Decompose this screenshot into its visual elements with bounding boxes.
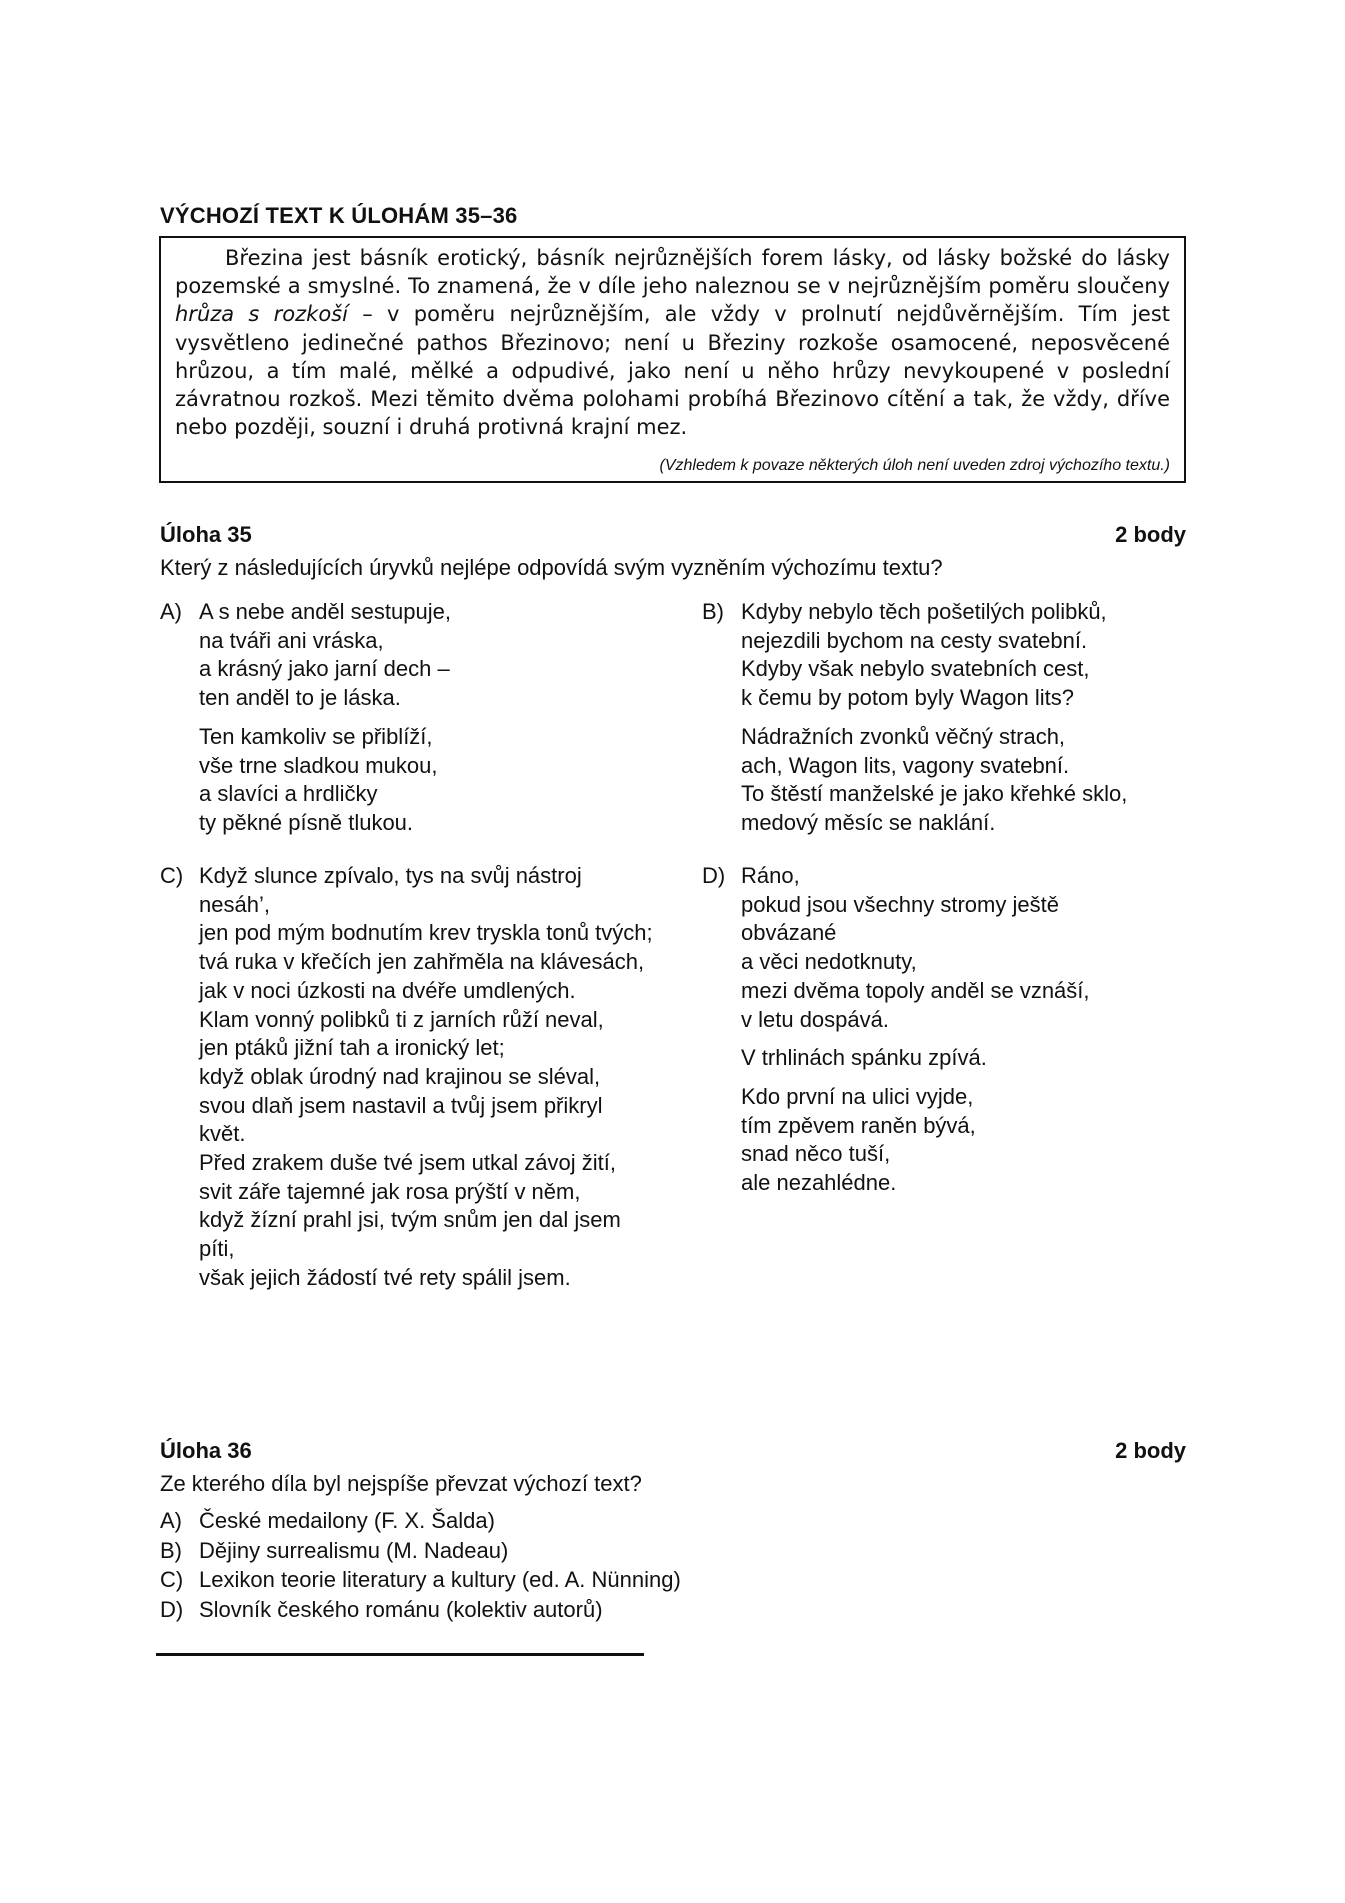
poem-line: jen pod mým bodnutím krev tryskla tonů tvých; xyxy=(199,920,653,946)
answer-letter: B) xyxy=(160,1537,182,1563)
source-text-before: Březina jest básník erotický, básník nejrůznějších forem lásky, od lásky božské do lásky pozemské a smyslné. To znamená, že v díle jeho naleznou se v nejrůznějším poměru sloučeny xyxy=(175,246,1170,299)
poem-line: a věci nedotknuty, xyxy=(741,949,917,975)
end-rule xyxy=(156,1653,644,1656)
task35-title: Úloha 35 xyxy=(160,522,252,547)
poem-line: ach, Wagon lits, vagony svatební. xyxy=(741,752,1070,778)
answer-text: Lexikon teorie literatury a kultury (ed. A. Nünning) xyxy=(199,1567,681,1592)
poem-line: Kdo první na ulici vyjde, xyxy=(741,1083,974,1109)
option-a-poem xyxy=(199,598,680,838)
poem-line: To štěstí manželské je jako křehké sklo, xyxy=(741,781,1128,807)
poem-line: a krásný jako jarní dech – xyxy=(199,656,450,682)
poem-line: mezi dvěma topoly anděl se vznáší, xyxy=(741,977,1090,1003)
source-text-after: – v poměru nejrůznějším, ale vždy v prolnutí nejdůvěrnějším. Tím jest vysvětleno jedinečné pathos Březinovo; není u Březiny rozkoše osamocené, neposvěcené hrůzou, a tím malé, mělké a odpudivé, jako není u něho hrůzy nevykoupené v poslední závratnou rozkoš. Mezi těmito dvěma polohami probíhá Březinovo cítění a tak, že vždy, dříve nebo později, souzní i druhá protivná krajní mez. xyxy=(175,302,1170,440)
source-heading: VÝCHOZÍ TEXT K ÚLOHÁM 35–36 xyxy=(160,203,518,228)
poem-line: A s nebe anděl sestupuje, xyxy=(199,599,451,624)
poem-line: Ten kamkoliv se přiblíží, xyxy=(199,723,433,749)
poem-line: Před zrakem duše tvé jsem utkal závoj žití, xyxy=(199,1150,616,1176)
task36-title: Úloha 36 xyxy=(160,1438,252,1463)
poem-line: jak v noci úzkosti na dvéře umdlených. xyxy=(199,977,576,1003)
poem-line: V trhlinách spánku zpívá. xyxy=(741,1045,987,1071)
poem-line: pokud jsou všechny stromy ještě obvázané xyxy=(741,891,1059,946)
poem-line: k čemu by potom byly Wagon lits? xyxy=(741,685,1074,711)
source-note: (Vzhledem k povaze některých úloh není uveden zdroj výchozího textu.) xyxy=(659,457,1170,474)
poem-line: ten anděl to je láska. xyxy=(199,685,401,711)
source-text-box xyxy=(159,236,1186,483)
option-a-stanza xyxy=(199,598,680,713)
poem-line: tím zpěvem raněn bývá, xyxy=(741,1112,976,1138)
answer-letter: A) xyxy=(160,1508,182,1533)
poem-line: ty pěkné písně tlukou. xyxy=(199,809,414,835)
task35-points: 2 body xyxy=(1115,522,1186,547)
poem-line: a slavíci a hrdličky xyxy=(199,781,378,807)
answer-text: České medailony (F. X. Šalda) xyxy=(199,1508,495,1533)
option-b-poem xyxy=(741,598,1202,838)
answer-letter: D) xyxy=(160,1596,184,1622)
poem-line: Ráno, xyxy=(741,863,800,888)
poem-line: Nádražních zvonků věčný strach, xyxy=(741,723,1066,749)
poem-line: nejezdili bychom na cesty svatební. xyxy=(741,627,1088,653)
option-b-letter: B) xyxy=(702,599,724,624)
task35-option-d xyxy=(702,862,1172,1208)
poem-line: když žízní prahl jsi, tvým snům jen dal jsem píti, xyxy=(199,1207,621,1262)
poem-line: Klam vonný polibků ti z jarních růží neval, xyxy=(199,1006,604,1032)
task36-question: Ze kterého díla byl nejspíše převzat výchozí text? xyxy=(160,1471,642,1496)
option-d-stanza xyxy=(741,1083,1151,1198)
option-a-letter: A) xyxy=(160,599,182,624)
poem-line: když oblak úrodný nad krajinou se sléval, xyxy=(199,1063,601,1089)
poem-line: Kdyby nebylo těch pošetilých polibků, xyxy=(741,599,1107,624)
poem-line: svit záře tajemné jak rosa prýští v něm, xyxy=(199,1178,581,1204)
poem-line: medový měsíc se naklání. xyxy=(741,809,996,835)
poem-line: Když slunce zpívalo, tys na svůj nástroj nesáh’, xyxy=(199,863,582,917)
option-d-stanza xyxy=(741,1044,1151,1073)
task35-option-b xyxy=(702,598,1202,848)
answer-letter: C) xyxy=(160,1567,184,1592)
poem-line: jen ptáků jižní tah a ironický let; xyxy=(199,1035,505,1061)
task35-option-c xyxy=(160,862,680,1293)
option-d-stanza xyxy=(741,862,1151,1034)
poem-line: v letu dospává. xyxy=(741,1006,889,1032)
option-b-stanza xyxy=(741,598,1202,713)
answer-text: Dějiny surrealismu (M. Nadeau) xyxy=(199,1537,509,1563)
option-d-letter: D) xyxy=(702,863,726,888)
poem-line: ale nezahlédne. xyxy=(741,1170,897,1196)
answer-text: Slovník českého románu (kolektiv autorů) xyxy=(199,1596,603,1622)
poem-line: vše trne sladkou mukou, xyxy=(199,752,438,778)
source-text-italic: hrůza s rozkoší xyxy=(175,302,348,327)
poem-line: snad něco tuší, xyxy=(741,1141,891,1167)
option-c-poem xyxy=(199,862,654,1293)
task35-option-a xyxy=(160,598,680,848)
poem-line: tvá ruka v křečích jen zahřměla na klávesách, xyxy=(199,949,645,975)
task35-question: Který z následujících úryvků nejlépe odpovídá svým vyzněním výchozímu textu? xyxy=(160,555,943,580)
option-b-stanza xyxy=(741,723,1202,838)
poem-line: však jejich žádostí tvé rety spálil jsem. xyxy=(199,1264,571,1290)
poem-line: svou dlaň jsem nastavil a tvůj jsem přikryl květ. xyxy=(199,1092,603,1147)
poem-line: Kdyby však nebylo svatebních cest, xyxy=(741,656,1090,682)
poem-line: na tváři ani vráska, xyxy=(199,627,384,653)
option-c-letter: C) xyxy=(160,863,184,888)
option-d-poem xyxy=(741,862,1151,1198)
task36-points: 2 body xyxy=(1115,1438,1186,1463)
option-a-stanza xyxy=(199,723,680,838)
source-text xyxy=(175,244,1170,441)
